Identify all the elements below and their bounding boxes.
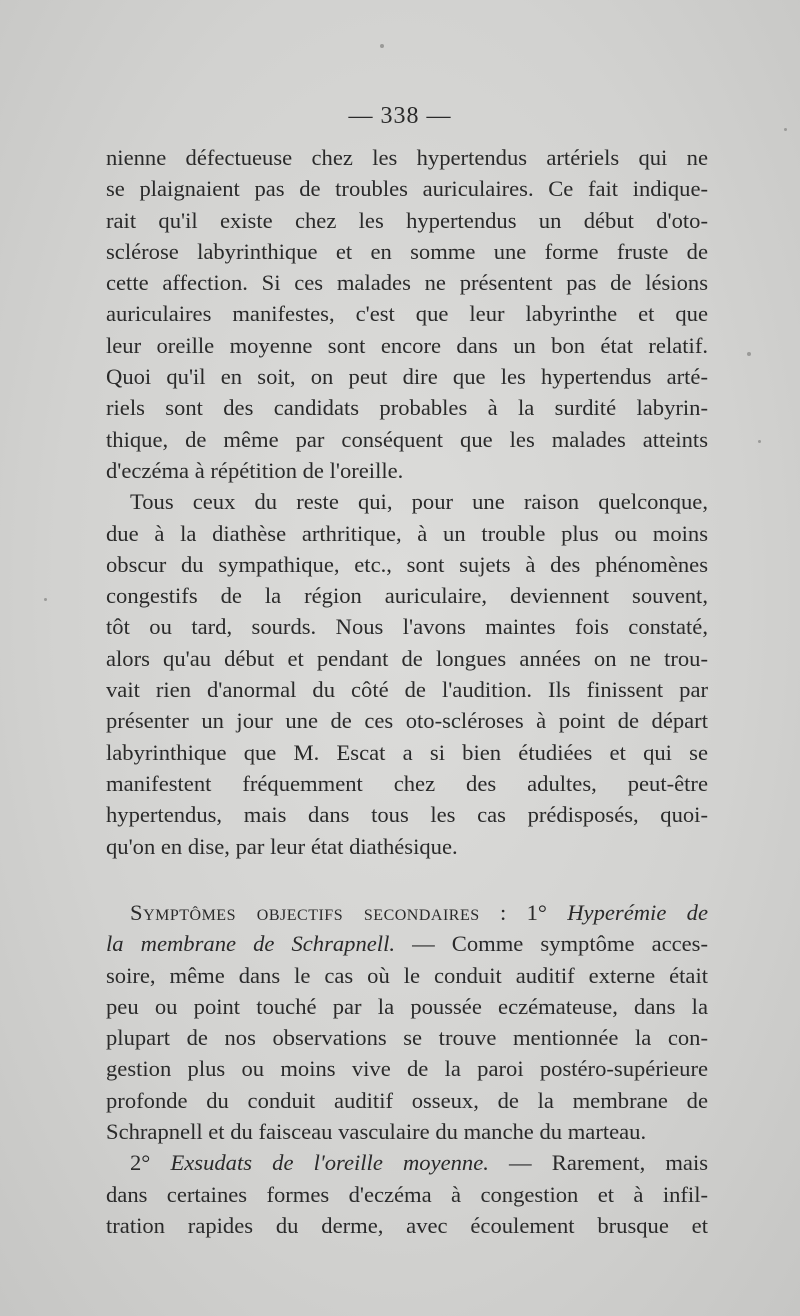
text-line: obscur du sympathique, etc., sont sujets à des phénomènes bbox=[106, 551, 708, 577]
text-line: sclérose labyrinthique et en somme une forme fruste de bbox=[106, 238, 708, 264]
item-text: Rarement, mais bbox=[551, 1150, 709, 1176]
item-title: Exsudats de l'oreille moyenne. bbox=[170, 1150, 489, 1176]
text-line: présenter un jour une de ces oto-scléroses à point de départ bbox=[106, 708, 708, 734]
text-line: due à la diathèse arthritique, à un trouble plus ou moins bbox=[106, 520, 708, 546]
text-line: plupart de nos observations se trouve mentionnée la con- bbox=[106, 1025, 708, 1051]
text-line: Quoi qu'il en soit, on peut dire que les hypertendus arté- bbox=[106, 364, 708, 390]
text-line: rait qu'il existe chez les hypertendus un début d'oto- bbox=[106, 207, 708, 233]
text-line: vait rien d'anormal du côté de l'audition. Ils finissent par bbox=[106, 677, 708, 703]
text-line: thique, de même par conséquent que les malades atteints bbox=[106, 426, 708, 452]
item-number: 2° bbox=[130, 1150, 151, 1176]
text-line: soire, même dans le cas où le conduit auditif externe était bbox=[106, 962, 708, 988]
text-line: Tous ceux du reste qui, pour une raison quelconque, bbox=[130, 489, 708, 515]
section-paragraph bbox=[106, 1147, 708, 1241]
em-dash: — bbox=[488, 1150, 552, 1176]
text-line bbox=[106, 1147, 708, 1178]
text-line: qu'on en dise, par leur état diathésique. bbox=[106, 833, 458, 859]
body-text-section bbox=[106, 897, 708, 1241]
text-line bbox=[106, 928, 708, 959]
text-line: congestifs de la région auriculaire, deviennent souvent, bbox=[106, 583, 708, 609]
paper-speck bbox=[44, 598, 47, 601]
text-line: manifestent fréquemment chez des adultes, peut-être bbox=[106, 770, 708, 796]
section-heading: Symptômes objectifs secondaires bbox=[130, 900, 480, 925]
text-line: hypertendus, mais dans tous les cas prédisposés, quoi- bbox=[106, 802, 708, 828]
item-text: Comme symptôme acces- bbox=[451, 931, 708, 957]
text-line: cette affection. Si ces malades ne présentent pas de lésions bbox=[106, 270, 708, 296]
text-line: nienne défectueuse chez les hypertendus artériels qui ne bbox=[106, 145, 708, 170]
paper-speck bbox=[747, 352, 751, 356]
text-line: labyrinthique que M. Escat a si bien étudiées et qui se bbox=[106, 739, 708, 765]
paper-speck bbox=[758, 440, 761, 443]
heading-colon: : bbox=[479, 900, 527, 925]
em-dash: — bbox=[395, 931, 452, 957]
page-number: — 338 — bbox=[348, 103, 452, 129]
text-line: tôt ou tard, sourds. Nous l'avons maintes fois constaté, bbox=[106, 614, 708, 640]
text-line: peu ou point touché par la poussée eczémateuse, dans la bbox=[106, 993, 708, 1019]
text-line: se plaignaient pas de troubles auriculaires. Ce fait indique- bbox=[106, 176, 708, 202]
text-line: Schrapnell et du faisceau vasculaire du manche du marteau. bbox=[106, 1119, 647, 1145]
text-line: alors qu'au début et pendant de longues années on ne trou- bbox=[106, 645, 708, 671]
text-line: leur oreille moyenne sont encore dans un bon état relatif. bbox=[106, 332, 708, 358]
body-text-top bbox=[106, 142, 708, 862]
item-title: la membrane de Schrapnell. bbox=[106, 931, 396, 957]
text-line: auriculaires manifestes, c'est que leur labyrinthe et que bbox=[106, 301, 708, 327]
text-line: profonde du conduit auditif osseux, de la membrane de bbox=[106, 1087, 708, 1113]
text-line: gestion plus ou moins vive de la paroi postéro-supérieure bbox=[106, 1056, 708, 1082]
paragraph bbox=[106, 142, 708, 486]
section-heading-line bbox=[106, 897, 708, 928]
paper-speck bbox=[380, 44, 384, 48]
item-title: Hyperémie de bbox=[567, 900, 708, 925]
text-line: riels sont des candidats probables à la surdité labyrin- bbox=[106, 395, 708, 421]
text-line: dans certaines formes d'eczéma à congestion et à infil- bbox=[106, 1181, 708, 1207]
section-paragraph bbox=[106, 897, 708, 1147]
paragraph bbox=[106, 486, 708, 862]
item-number: 1° bbox=[526, 900, 547, 925]
text-line: tration rapides du derme, avec écoulement brusque et bbox=[106, 1212, 708, 1238]
text-line: d'eczéma à répétition de l'oreille. bbox=[106, 457, 404, 483]
